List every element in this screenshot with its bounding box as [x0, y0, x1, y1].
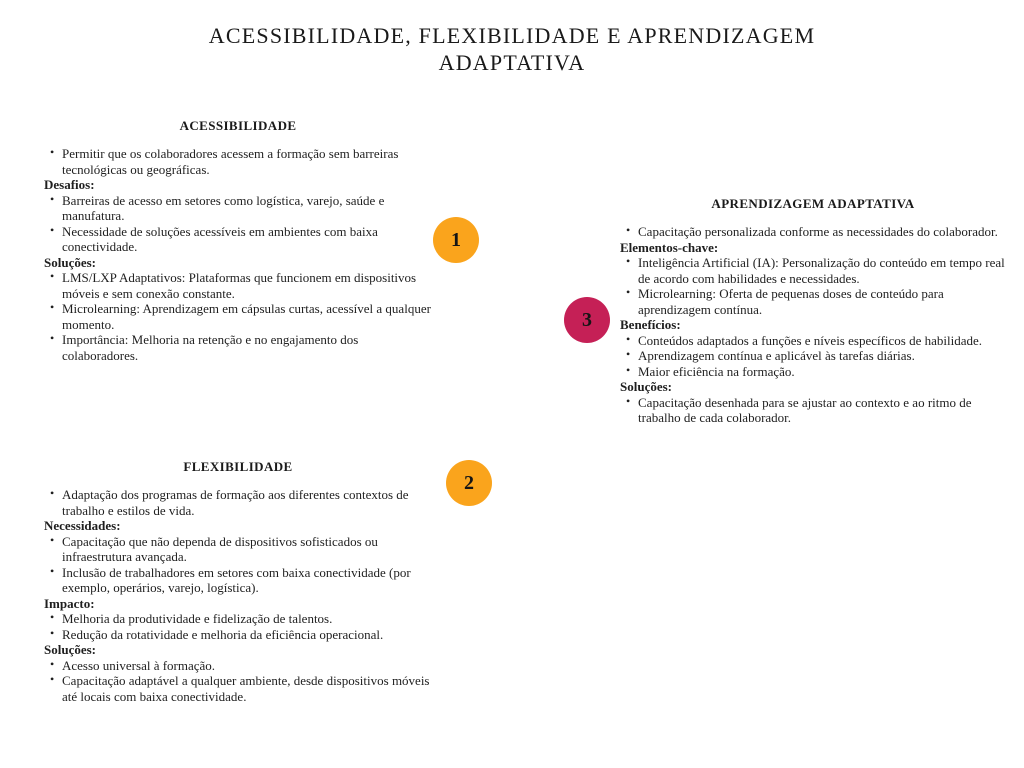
- bullet-item: [620, 255, 1006, 286]
- bullet-text: Redução da rotatividade e melhoria da eficiência operacional.: [62, 626, 384, 642]
- bullet-icon: •: [626, 223, 631, 237]
- bullet-icon: •: [626, 285, 631, 299]
- bold-label: Necessidades:: [44, 518, 121, 533]
- bold-label: Soluções:: [620, 379, 672, 394]
- bullet-icon: •: [50, 610, 55, 624]
- bullet-text: Maior eficiência na formação.: [638, 363, 795, 379]
- section-acessibilidade-content: [44, 146, 432, 363]
- bold-label: Soluções:: [44, 642, 96, 657]
- bullet-item: [620, 333, 1006, 349]
- bullet-icon: •: [50, 269, 55, 283]
- section-aprendizagem-title: APRENDIZAGEM ADAPTATIVA: [711, 196, 915, 211]
- section-aprendizagem: [620, 196, 1006, 426]
- step-badge-2: [446, 460, 492, 506]
- bullet-icon: •: [50, 672, 55, 686]
- bullet-icon: •: [626, 254, 631, 268]
- bullet-item: [44, 270, 432, 301]
- bullet-icon: •: [626, 347, 631, 361]
- section-flexibilidade: [44, 459, 432, 704]
- section-aprendizagem-content: [620, 224, 1006, 426]
- bullet-item: [44, 193, 432, 224]
- bullet-icon: •: [626, 393, 631, 408]
- bullet-icon: •: [50, 145, 55, 159]
- bullet-item: [620, 224, 1006, 240]
- step-badge-1: [433, 217, 479, 263]
- bold-label: Elementos-chave:: [620, 239, 719, 255]
- bullet-text: Adaptação dos programas de formação aos diferentes contextos de trabalho e estilos de vida.: [62, 487, 409, 518]
- bullet-text: Melhoria da produtividade e fidelização de talentos.: [62, 611, 333, 626]
- step-badge-1-number: 1: [451, 228, 461, 251]
- section-acessibilidade-title: ACESSIBILIDADE: [179, 118, 297, 133]
- bullet-icon: •: [50, 486, 55, 500]
- bullet-text: Importância: Melhoria na retenção e no engajamento dos colaboradores.: [62, 332, 359, 363]
- bullet-text: Barreiras de acesso em setores como logística, varejo, saúde e manufatura.: [62, 192, 385, 223]
- bullet-item: [44, 534, 432, 565]
- bullet-text: Acesso universal à formação.: [62, 657, 216, 673]
- bullet-icon: •: [50, 532, 55, 547]
- bullet-item: [44, 565, 432, 596]
- bullet-item: [44, 224, 432, 255]
- bullet-icon: •: [50, 656, 55, 671]
- bullet-text: Capacitação desenhada para se ajustar ao contexto e ao ritmo de trabalho de cada colaborador.: [638, 394, 972, 425]
- section-flexibilidade-content: [44, 487, 432, 704]
- bullet-item: [44, 301, 432, 332]
- bullet-icon: •: [50, 191, 55, 206]
- step-badge-3: [564, 297, 610, 343]
- step-badge-2-number: 2: [464, 471, 474, 494]
- bold-label: Impacto:: [44, 595, 95, 611]
- bullet-icon: •: [50, 300, 55, 314]
- bullet-text: Capacitação personalizada conforme as necessidades do colaborador.: [638, 224, 998, 239]
- bullet-text: Microlearning: Aprendizagem em cápsulas curtas, acessível a qualquer momento.: [62, 301, 431, 332]
- bullet-text: Necessidade de soluções acessíveis em ambientes com baixa conectividade.: [62, 223, 378, 254]
- bullet-text: Capacitação que não dependa de dispositivos sofisticados ou infraestrutura avançada.: [62, 533, 378, 564]
- bullet-item: [44, 332, 432, 363]
- bullet-item: [44, 627, 432, 643]
- bullet-item: [620, 348, 1006, 364]
- bullet-item: [620, 364, 1006, 380]
- bullet-icon: •: [50, 625, 55, 640]
- bullet-item: [44, 146, 432, 177]
- section-flexibilidade-title: FLEXIBILIDADE: [183, 459, 293, 474]
- bold-label: Benefícios:: [620, 317, 681, 332]
- bold-label: Desafios:: [44, 177, 95, 192]
- bullet-item: [44, 611, 432, 627]
- bullet-item: [620, 395, 1006, 426]
- bullet-text: Conteúdos adaptados a funções e níveis específicos de habilidade.: [638, 332, 983, 348]
- bullet-text: Capacitação adaptável a qualquer ambiente, desde dispositivos móveis até locais com baixa conectividade.: [62, 673, 430, 704]
- bullet-icon: •: [626, 362, 631, 377]
- bullet-text: Inteligência Artificial (IA): Personalização do conteúdo em tempo real de acordo com habilidades e necessidades.: [638, 255, 1005, 286]
- bullet-item: [620, 286, 1006, 317]
- bullet-text: LMS/LXP Adaptativos: Plataformas que funcionem em dispositivos móveis e sem conexão constante.: [62, 270, 417, 301]
- bullet-item: [44, 673, 432, 704]
- section-acessibilidade: [44, 118, 432, 363]
- bullet-icon: •: [50, 222, 55, 237]
- bullet-item: [44, 658, 432, 674]
- bullet-text: Inclusão de trabalhadores em setores com baixa conectividade (por exemplo, operários, varejo, logística).: [62, 564, 411, 595]
- bullet-text: Permitir que os colaboradores acessem a formação sem barreiras tecnológicas ou geográficas.: [62, 146, 399, 177]
- bullet-icon: •: [626, 331, 631, 346]
- bold-label: Soluções:: [44, 254, 96, 270]
- bullet-item: [44, 487, 432, 518]
- page-title: ACESSIBILIDADE, FLEXIBILIDADE E APRENDIZAGEM ADAPTATIVA: [208, 23, 816, 75]
- step-badge-3-number: 3: [582, 308, 592, 331]
- bullet-icon: •: [50, 331, 55, 345]
- bullet-text: Microlearning: Oferta de pequenas doses de conteúdo para aprendizagem contínua.: [638, 286, 944, 317]
- bullet-text: Aprendizagem contínua e aplicável às tarefas diárias.: [638, 348, 915, 363]
- bullet-icon: •: [50, 563, 55, 578]
